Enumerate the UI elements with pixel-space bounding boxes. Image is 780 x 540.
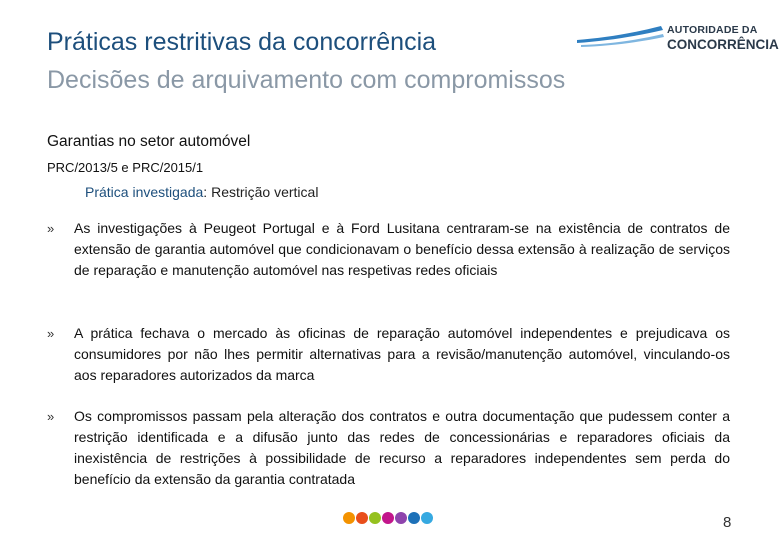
page-title: Práticas restritivas da concorrência	[47, 28, 437, 56]
bullet-emphasis: compromissos	[97, 408, 188, 424]
bullet-item	[47, 323, 730, 386]
section-heading: Garantias no setor automóvel	[47, 133, 251, 150]
decorative-dot	[395, 512, 407, 524]
case-reference: PRC/2013/5 e PRC/2015/1	[47, 160, 204, 175]
bullet-marker: »	[47, 221, 55, 236]
bullet-item	[47, 406, 730, 490]
decorative-dot	[356, 512, 368, 524]
logo-swoosh-icon	[575, 22, 667, 48]
page-number: 8	[723, 514, 732, 531]
decorative-dot	[421, 512, 433, 524]
bullet-text: A prática fechava o mercado às oficinas de reparação automóvel independentes e prejudicava os consumidores por não lhes permitir alternativas para a revisão/manutenção automóvel, vinculando-os aos reparadores autorizados da marca	[74, 325, 730, 383]
authority-logo	[575, 22, 779, 62]
decorative-dot	[369, 512, 381, 524]
decorative-dot	[408, 512, 420, 524]
bullet-text	[74, 406, 730, 490]
practice-separator: :	[203, 184, 212, 200]
practice-line	[85, 184, 318, 200]
practice-label: Prática investigada	[85, 184, 204, 200]
bullet-item	[47, 218, 730, 281]
decorative-dot	[343, 512, 355, 524]
page-subtitle: Decisões de arquivamento com compromissos	[47, 66, 566, 94]
decorative-dots	[343, 512, 443, 526]
bullet-text-prefix: Os	[74, 408, 98, 424]
logo-line-2: CONCORRÊNCIA	[667, 37, 779, 52]
practice-value: Restrição vertical	[211, 184, 319, 200]
bullet-marker: »	[47, 409, 55, 424]
decorative-dot	[382, 512, 394, 524]
bullet-marker: »	[47, 326, 55, 341]
logo-line-1: AUTORIDADE DA	[667, 24, 758, 36]
bullet-text-rest: passam pela alteração dos contratos e outra documentação que pudessem conter a restrição identificada e a difusão junto das redes de concessionárias e reparadores oficiais da inexistência de restrições à possibilidade de recurso a reparadores independentes sem perda do benefício da extensão da garantia contratada	[74, 408, 730, 487]
bullet-text: As investigações à Peugeot Portugal e à Ford Lusitana centraram-se na existência de contratos de extensão de garantia automóvel que condicionavam o benefício dessa extensão à realização de serviços de reparação e manutenção automóvel nas respetivas redes oficiais	[74, 220, 730, 278]
